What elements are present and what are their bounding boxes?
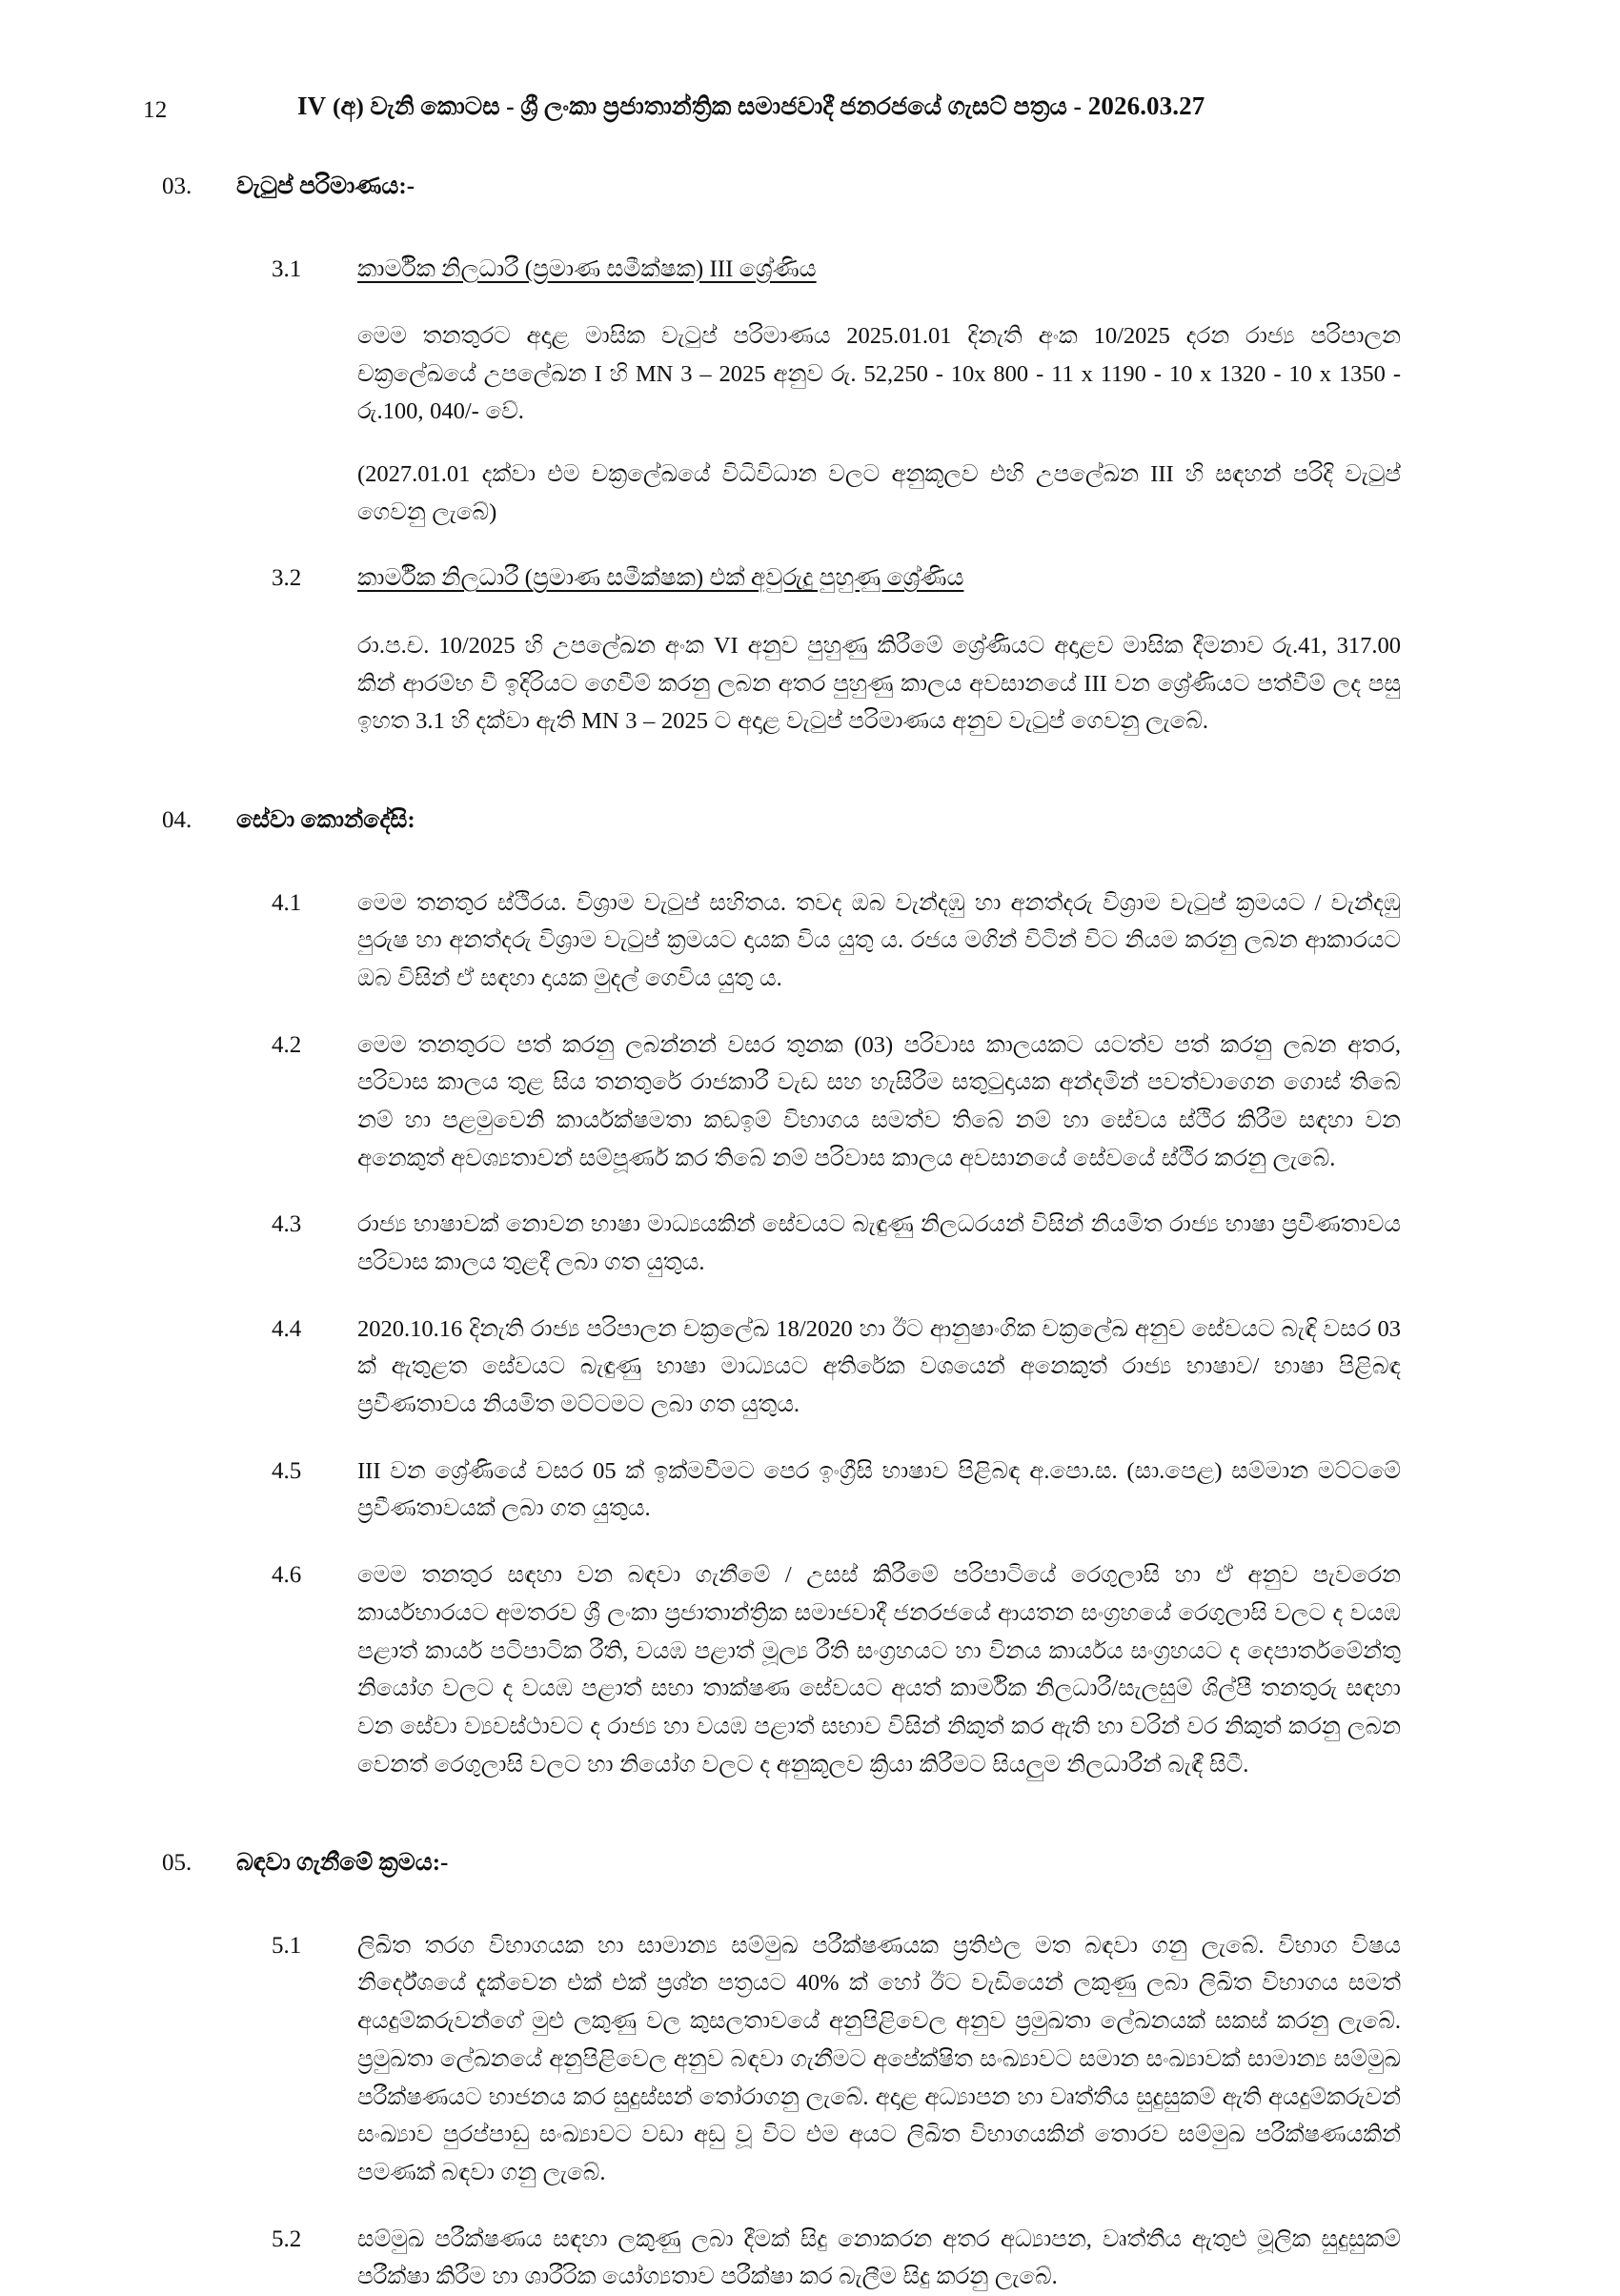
gazette-part-sinhala: (අ) වැනි කොටස - ශ්‍රී ලංකා ප්‍රජාතාන්ත්‍රික සමාජවාදී ජනරජයේ ගැසට් පත්‍රය - [332, 92, 1083, 120]
gazette-part-roman: IV [297, 91, 327, 120]
item-3-2-title: කාර්මික නිලධාරී (ප්‍රමාණ සමීක්ෂක) එක් අවුරුදු පුහුණු ශ්‍රේණිය [357, 565, 964, 592]
item-5-2-number: 5.2 [272, 2225, 302, 2252]
item-3-1-number: 3.1 [272, 255, 302, 282]
item-3-2-text [357, 627, 1401, 741]
item-3-1-text [357, 317, 1401, 531]
item-4-1-text: මෙම තනතුර ස්ථිරය. විශ්‍රාම වැටුප් සහිතය. තවද ඔබ වැන්දඹු හා අනත්දරු විශ්‍රාම වැටුප් ක්‍රමයට / වැන්දඹු පුරුෂ හා අනත්දරු විශ්‍රාම වැටුප් ක්‍රමයට දායක විය යුතු ය. රජය මගින් විටින් විට නියම කරනු ලබන ආකාරයට ඔබ විසින් ඒ සඳහා දායක මුදල් ගෙවිය යුතු ය. [357, 889, 1401, 991]
section-03 [162, 168, 1401, 207]
gazette-header-title [297, 91, 1205, 122]
section-03-number: 03. [162, 173, 192, 199]
item-4-1 [272, 884, 1401, 998]
section-04-title: සේවා කොන්දේසි: [236, 807, 415, 833]
section-05-title: බඳවා ගැනීමේ ක්‍රමය:- [236, 1850, 449, 1877]
item-4-2-number: 4.2 [272, 1031, 302, 1058]
spacer [143, 741, 1401, 773]
gazette-date: 2026.03.27 [1087, 91, 1205, 120]
item-3-2-heading [272, 559, 1401, 599]
item-4-3-text: රාජ්‍ය භාෂාවක් නොවන භාෂා මාධ්‍යයකින් සේවයට බැඳුණු නිලධරයන් විසින් නියමිත රාජ්‍ය භාෂා ප්‍රවීණතාවය පරිවාස කාලය තුළදී ලබා ගත යුතුය. [357, 1211, 1401, 1275]
item-3-2-number: 3.2 [272, 565, 302, 592]
item-3-1-heading [272, 251, 1401, 290]
item-5-2 [272, 2221, 1401, 2296]
item-4-4 [272, 1311, 1401, 1424]
item-5-1-number: 5.1 [272, 1932, 302, 1959]
section-05 [162, 1844, 1401, 1883]
item-5-1 [272, 1927, 1401, 2192]
item-5-2-text: සම්මුඛ පරීක්ෂණය සඳහා ලකුණු ලබා දීමක් සිදු නොකරන අතර අධ්‍යාපන, වෘත්තීය ඇතුළු මූලික සුදුසුකම් පරීක්ෂා කිරීම හා ශාරීරික යෝග්‍යතාව පරීක්ෂා කර බැලීම සිදු කරනු ලැබේ. [357, 2225, 1401, 2290]
item-3-1-paragraph-1: මෙම තනතුරට අදාළ මාසික වැටුප් පරිමාණය 2025.01.01 දිනැති අංක 10/2025 දරන රාජ්‍ය පරිපාලන චක්‍රලේඛයේ උපලේඛන I හි MN 3 – 2025 අනුව රු. 52,250 - 10x 800 - 11 x 1190 - 10 x 1320 - 10 x 1350 - රු.100, 040/- වේ. [357, 323, 1401, 425]
section-04-number: 04. [162, 807, 192, 833]
page-header [143, 91, 1401, 135]
item-3-2-paragraph-1: රා.ප.ච. 10/2025 හි උපලේඛන අංක VI අනුව පුහුණු කිරීමේ ශ්‍රේණියට අදාළව මාසික දීමනාව රු.41, 317.00 කින් ආරම්භ වී ඉදිරියට ගෙවීම් කරනු ලබන අතර පුහුණු කාලය අවසානයේ III වන ශ්‍රේණියට පත්වීම් ලද පසු ඉහත 3.1 හි දක්වා ඇති MN 3 – 2025 ට අදාළ වැටුප් පරිමාණය අනුව වැටුප් ගෙවනු ලැබේ. [357, 632, 1401, 735]
item-4-5 [272, 1453, 1401, 1528]
item-4-4-text: 2020.10.16 දිනැති රාජ්‍ය පරිපාලන චක්‍රලේඛ 18/2020 හා ඊට ආනුෂාංගික චක්‍රලේඛ අනුව සේවයට බැඳි වසර 03 ක් ඇතුළත සේවයට බැඳුණු භාෂා මාධ්‍යයට අතිරේක වශයෙන් අනෙකුත් රාජ්‍ය භාෂාව/ භාෂා පිළිබඳ ප්‍රවීණතාවය නියමිත මට්ටමට ලබා ගත යුතුය. [357, 1315, 1401, 1418]
item-4-6-text: මෙම තනතුර සඳහා වන බඳවා ගැනීමේ / උසස් කිරීමේ පරිපාටියේ රෙගුලාසි හා ඒ අනුව පැවරෙන කාර්යභාරයට අමතරව ශ්‍රී ලංකා ප්‍රජාතාන්ත්‍රික සමාජවාදී ජනරජයේ ආයතන සංග්‍රහයේ රෙගුලාසි වලට ද වයඹ පළාත් කාර්ය පටිපාටික රීති, වයඹ පළාත් මූල්‍ය රීති සංග්‍රහයට හා විනය කාර්යය සංග්‍රහයට ද දෙපාර්තමේන්තු නියෝග වලට ද වයඹ පළාත් සභා තාක්ෂණ සේවයට අයත් කාර්මික නිලධාරී/සැලසුම් ශිල්පී තනතුරු සඳහා වන සේවා ව්‍යවස්ථාවට ද රාජ්‍ය හා වයඹ පළාත් සභාව විසින් නිකුත් කර ඇති හා වරින් වර නිකුත් කරනු ලබන වෙනත් රෙගුලාසි වලට හා නියෝග වලට ද අනුකූලව ක්‍රියා කිරීමට සියලුම නිලධාරීන් බැඳී සිටී. [357, 1562, 1401, 1778]
item-4-6-number: 4.6 [272, 1562, 302, 1589]
section-03-title: වැටුප් පරිමාණය:- [236, 173, 415, 199]
item-4-2 [272, 1026, 1401, 1178]
item-4-4-number: 4.4 [272, 1315, 302, 1342]
spacer [143, 841, 1401, 856]
item-4-6 [272, 1556, 1401, 1783]
section-04 [162, 802, 1401, 841]
item-3-2-body [272, 627, 1401, 741]
item-5-1-text: ලිඛිත තරග විභාගයක හා සාමාන්‍ය සම්මුඛ පරීක්ෂණයක ප්‍රතිඵල මත බඳවා ගනු ලැබේ. විභාග විෂය නිර්දේශයේ දැක්වෙන එක් එක් ප්‍රශ්න පත්‍රයට 40% ක් හෝ ඊට වැඩියෙන් ලකුණු ලබා ලිඛිත විභාගය සමත් අයදුම්කරුවන්ගේ මුළු ලකුණු වල කුසලතාවයේ අනුපිළිවෙල අනුව ප්‍රමුඛතා ලේඛනයක් සකස් කරනු ලැබේ. ප්‍රමුඛතා ලේඛනයේ අනුපිළිවෙල අනුව බඳවා ගැනීමට අපේක්ෂිත සංඛ්‍යාවට සමාන සංඛ්‍යාවක් සාමාන්‍ය සම්මුඛ පරීක්ෂණයට භාජනය කර සුදුස්සන් තෝරාගනු ලැබේ. අදාළ අධ්‍යාපන හා වෘත්තීය සුදුසුකම් ඇති අයදුම්කරුවන් සංඛ්‍යාව පුරප්පාඩු සංඛ්‍යාවට වඩා අඩු වූ විට එම අයට ලිඛිත විභාගයකින් තොරව සම්මුඛ පරීක්ෂණයකින් පමණක් බඳවා ගනු ලැබේ. [357, 1932, 1401, 2185]
item-4-1-number: 4.1 [272, 889, 302, 916]
item-4-2-text: මෙම තනතුරට පත් කරනු ලබන්නන් වසර තුනක (03) පරිවාස කාලයකට යටත්ව පත් කරනු ලබන අතර, පරිවාස කාලය තුළ සිය තනතුරේ රාජකාරී වැඩ සහ හැසිරීම සතුටුදායක අන්දමින් පවත්වාගෙන ගොස් තිබේ නම් හා පළමුවෙනි කාර්යක්ෂමතා කඩඉම් විභාගය සමත්ව තිබේ නම් හා සේවය ස්ථිර කිරීම සඳහා වන අනෙකුත් අවශ්‍යතාවන් සම්පූර්ණ කර තිබේ නම් පරිවාස කාලය අවසානයේ සේවයේ ස්ථිර කරනු ලැබේ. [357, 1031, 1401, 1171]
section-05-number: 05. [162, 1850, 192, 1877]
item-4-3 [272, 1206, 1401, 1281]
page-number: 12 [143, 97, 168, 123]
item-3-1-paragraph-2: (2027.01.01 දක්වා එම චක්‍රලේඛයේ විධිවිධාන වලට අනුකූලව එහි උපලේඛන III හි සඳහන් පරිදි වැටුප් ගෙවනු ලැබේ) [357, 461, 1401, 525]
item-4-5-number: 4.5 [272, 1457, 302, 1484]
spacer [143, 1783, 1401, 1816]
item-4-5-text: III වන ශ්‍රේණියේ වසර 05 ක් ඉක්මවීමට පෙර ඉංග්‍රීසි භාෂාව පිළිබඳ අ.පො.ස. (සා.පෙළ) සම්මාන මට්ටමේ ප්‍රවීණතාවයක් ලබා ගත යුතුය. [357, 1457, 1401, 1522]
item-3-1-title: කාර්මික නිලධාරී (ප්‍රමාණ සමීක්ෂක) III ශ්‍රේණිය [357, 255, 817, 282]
spacer [143, 1883, 1401, 1899]
item-4-3-number: 4.3 [272, 1211, 302, 1238]
spacer [143, 207, 1401, 222]
item-3-1-body [272, 317, 1401, 531]
